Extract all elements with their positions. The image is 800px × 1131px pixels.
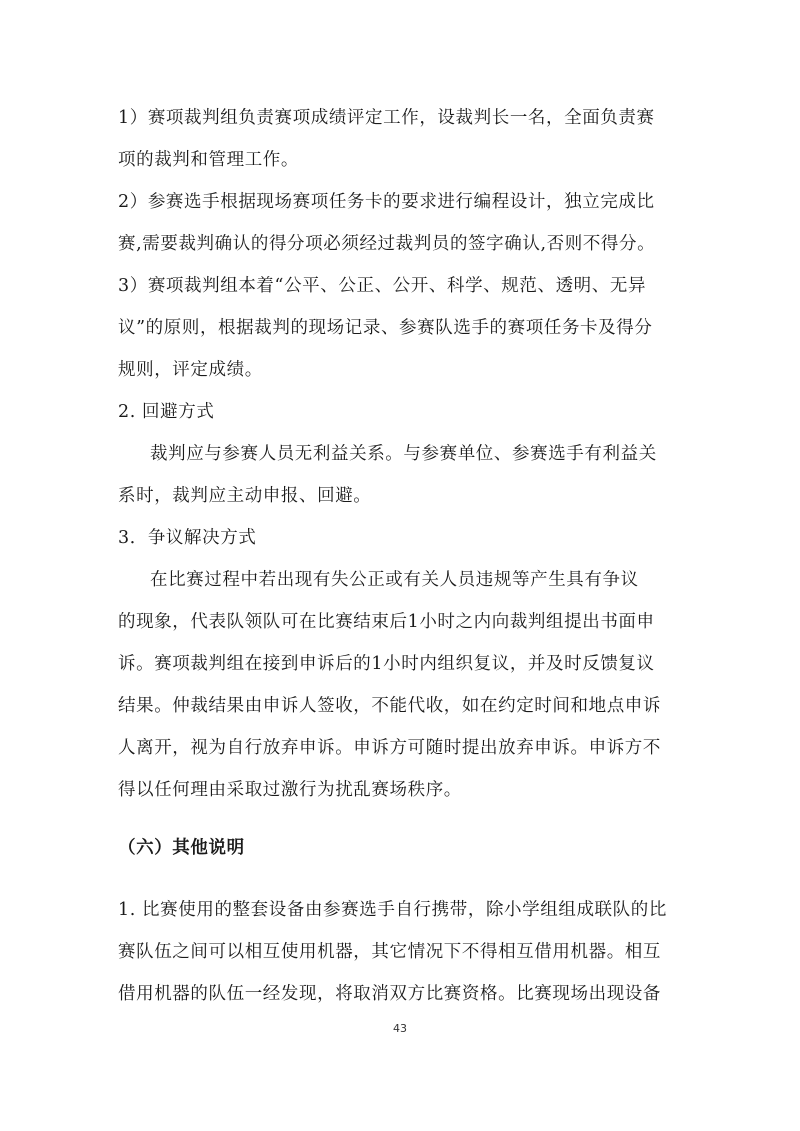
paragraph-dispute-line-3: 诉。赛项裁判组在接到申诉后的1小时内组织复议，并及时反馈复议 — [118, 654, 655, 674]
paragraph-judging-group-line-2: 项的裁判和管理工作。 — [118, 150, 299, 170]
heading-dispute: 3．争议解决方式 — [118, 528, 257, 548]
paragraph-contestant-line-1: 2）参赛选手根据现场赛项任务卡的要求进行编程设计，独立完成比 — [118, 192, 655, 212]
paragraph-dispute-line-2: 的现象，代表队领队可在比赛结束后1小时之内向裁判组提出书面申 — [118, 612, 655, 632]
paragraph-judging-group-line-1: 1）赛项裁判组负责赛项成绩评定工作，设裁判长一名，全面负责赛 — [118, 108, 655, 128]
paragraph-dispute-line-4: 结果。仲裁结果由申诉人签收，不能代收，如在约定时间和地点申诉 — [118, 696, 661, 716]
heading-avoidance: 2. 回避方式 — [118, 402, 215, 422]
paragraph-dispute-line-1: 在比赛过程中若出现有失公正或有关人员违规等产生具有争议 — [150, 570, 639, 590]
paragraph-principles-line-2: 议”的原则，根据裁判的现场记录、参赛队选手的赛项任务卡及得分 — [118, 318, 653, 338]
page-number: 43 — [393, 1022, 407, 1035]
paragraph-dispute-line-5: 人离开，视为自行放弃申诉。申诉方可随时提出放弃申诉。申诉方不 — [118, 738, 661, 758]
paragraph-contestant-line-2: 赛,需要裁判确认的得分项必须经过裁判员的签字确认,否则不得分。 — [118, 234, 656, 254]
section-heading-other: （六）其他说明 — [118, 838, 245, 858]
paragraph-principles-line-1: 3）赛项裁判组本着“公平、公正、公开、科学、规范、透明、无异 — [118, 276, 647, 296]
paragraph-equipment-line-3: 借用机器的队伍一经发现，将取消双方比赛资格。比赛现场出现设备 — [118, 984, 661, 1004]
paragraph-principles-line-3: 规则，评定成绩。 — [118, 360, 263, 380]
paragraph-dispute-line-6: 得以任何理由采取过激行为扰乱赛场秩序。 — [118, 780, 462, 800]
paragraph-equipment-line-1: 1. 比赛使用的整套设备由参赛选手自行携带，除小学组组成联队的比 — [118, 900, 667, 920]
paragraph-equipment-line-2: 赛队伍之间可以相互使用机器，其它情况下不得相互借用机器。相互 — [118, 942, 661, 962]
paragraph-avoidance-line-2: 系时，裁判应主动申报、回避。 — [118, 486, 372, 506]
paragraph-avoidance-line-1: 裁判应与参赛人员无利益关系。与参赛单位、参赛选手有利益关 — [150, 444, 657, 464]
